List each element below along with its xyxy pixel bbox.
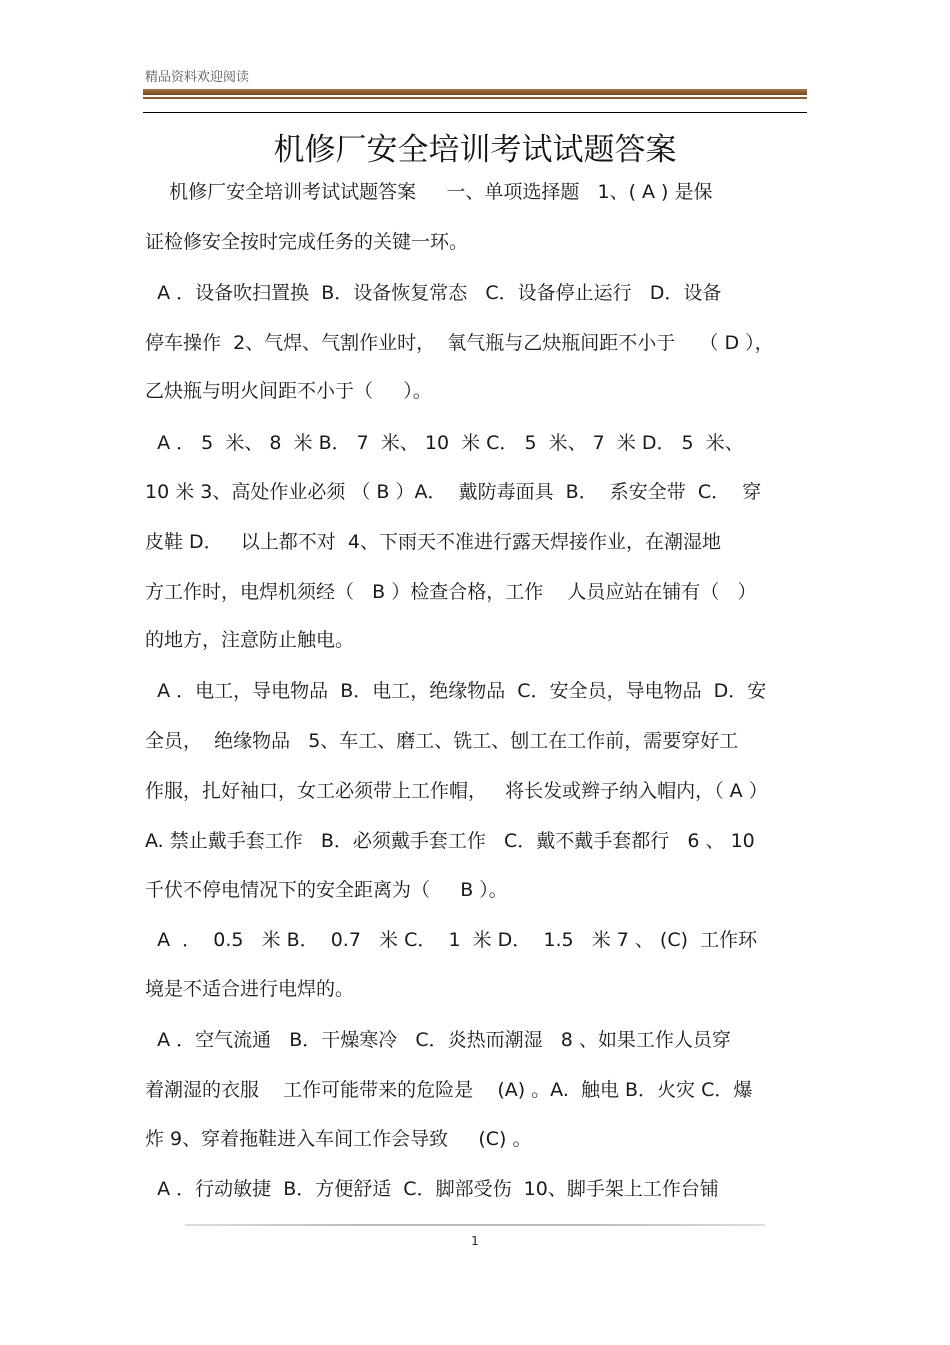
body-line-17: 境是不适合进行电焊的。 xyxy=(145,978,355,1000)
body-line-20: 炸 9、穿着拖鞋进入车间工作会导致 (C) 。 xyxy=(145,1128,532,1150)
body-line-14: A. 禁止戴手套工作 B．必须戴手套工作 C．戴不戴手套都行 6 、 10 xyxy=(145,830,755,852)
body-line-19: 着潮湿的衣服 工作可能带来的危险是 (A) 。A. 触电 B．火灾 C．爆 xyxy=(145,1079,753,1101)
document-title: 机修厂安全培训考试试题答案 xyxy=(273,132,677,168)
body-line-12: 全员， 绝缘物品 5、车工、磨工、铣工、刨工在工作前，需要穿好工 xyxy=(145,730,739,752)
body-line-5: 乙炔瓶与明火间距不小于（ ）。 xyxy=(145,380,432,402)
body-line-4: 停车操作 2、气焊、气割作业时， 氧气瓶与乙炔瓶间距不小于 （ D ）， xyxy=(145,332,774,354)
footer-rule xyxy=(185,1224,765,1226)
body-line-9: 方工作时，电焊机须经（ B ）检查合格，工作 人员应站在铺有（ ） xyxy=(145,581,757,603)
page-number: 1 xyxy=(471,1234,479,1248)
body-line-1: 机修厂安全培训考试试题答案 一、单项选择题 1、( A ) 是保 xyxy=(145,181,713,203)
body-line-8: 皮鞋 D． 以上都不对 4、下雨天不准进行露天焊接作业，在潮湿地 xyxy=(145,531,721,553)
body-line-16: A ． 0.5 米 B． 0.7 米 C． 1 米 D． 1.5 米 7 、 (C) 工作环 xyxy=(145,929,758,951)
header-rule-thin xyxy=(143,97,807,99)
body-line-18: A ．空气流通 B．干燥寒冷 C．炎热而潮湿 8 、如果工作人员穿 xyxy=(145,1029,731,1051)
header-rule-thick xyxy=(143,89,807,95)
body-line-21: A ．行动敏捷 B．方便舒适 C．脚部受伤 10、脚手架上工作台铺 xyxy=(145,1178,719,1200)
body-line-11: A ．电工，导电物品 B．电工，绝缘物品 C．安全员，导电物品 D．安 xyxy=(145,680,767,702)
body-line-3: A ．设备吹扫置换 B．设备恢复常态 C．设备停止运行 D．设备 xyxy=(145,282,722,304)
body-line-7: 10 米 3、高处作业必须 （ B ）A． 戴防毒面具 B． 系安全带 C． 穿 xyxy=(145,481,762,503)
body-line-2: 证检修安全按时完成任务的关键一环。 xyxy=(145,231,469,253)
body-line-10: 的地方，注意防止触电。 xyxy=(145,629,355,651)
page-header: 精品资料欢迎阅读 xyxy=(145,70,250,85)
body-line-6: A ． 5 米、 8 米 B． 7 米、 10 米 C． 5 米、 7 米 D． 5 米、 xyxy=(145,432,744,454)
body-line-15: 千伏不停电情况下的安全距离为（ B ）。 xyxy=(145,879,508,901)
header-rule-black xyxy=(143,112,807,113)
body-line-13: 作服，扎好袖口，女工必须带上工作帽， 将长发或辫子纳入帽内，（ A ） xyxy=(145,780,768,802)
